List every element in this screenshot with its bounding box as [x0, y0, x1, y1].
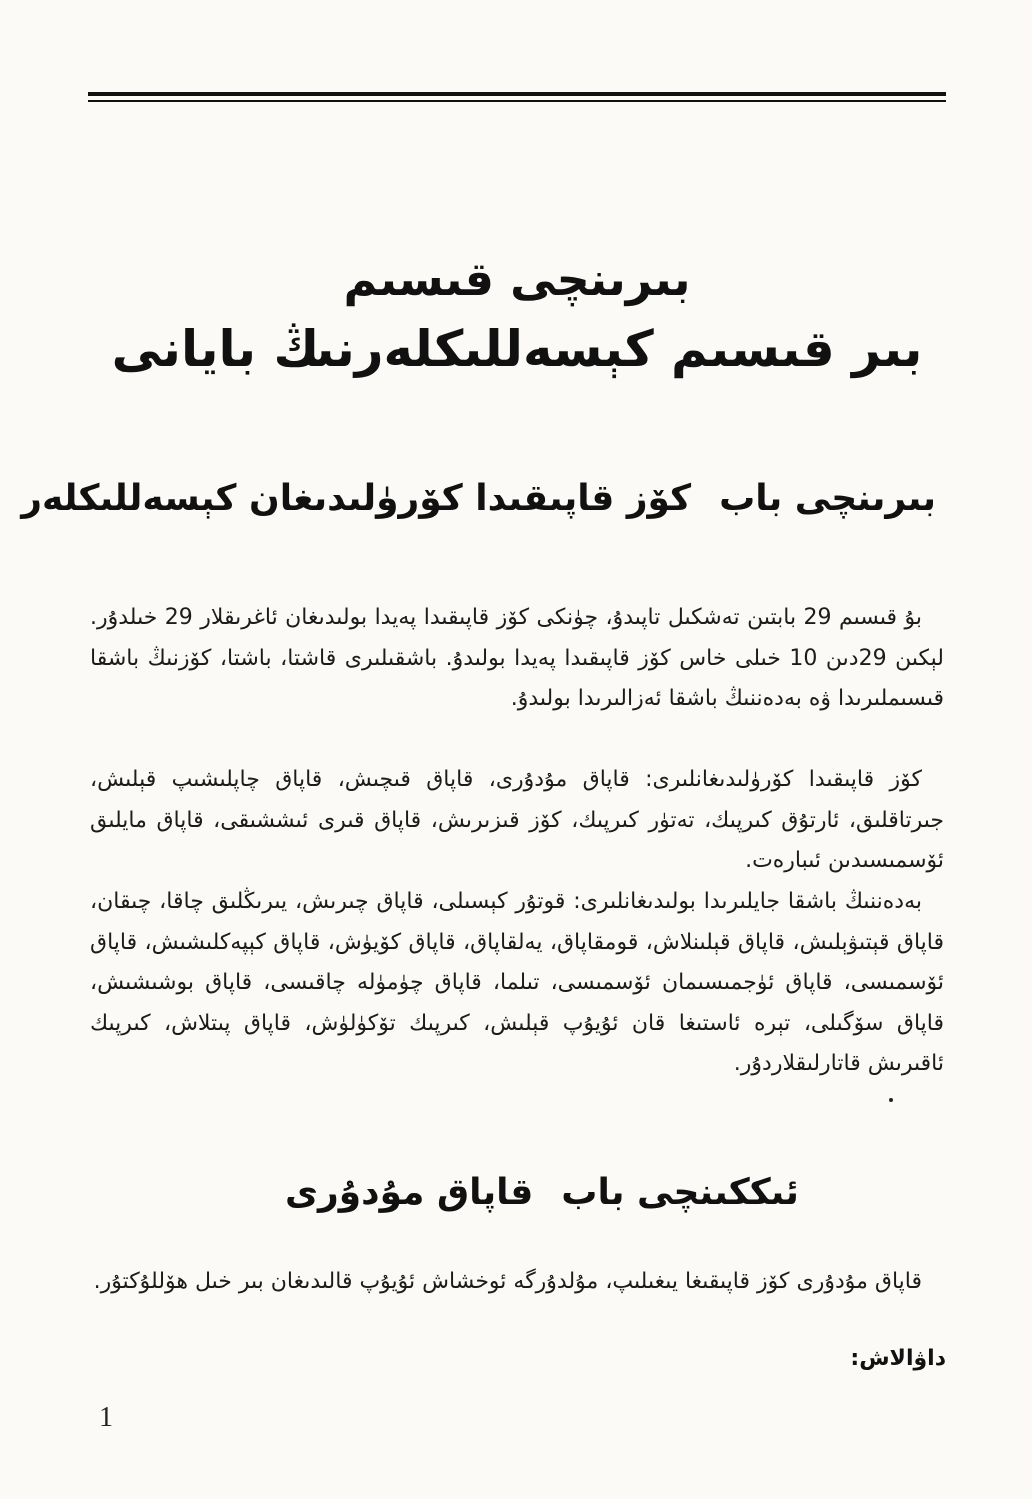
- paragraph-text: بۇ قىسىم 29 بابتىن تەشكىل تاپىدۇ، چۈنكى كۆز قاپىقىدا پەيدا بولىدىغان ئاغرىقلار 29 خىلدۇر. لېكىن 29دىن 10 خىلى خاس كۆز قاپىقىدا پەيدا بولىدۇ. باشقىلىرى قاشتا، باشتا، كۆزنىڭ باشقا قىسىملىرىدا ۋە بەدەننىڭ باشقا ئەزالىرىدا بولىدۇ.: [90, 605, 944, 711]
- chapter1-title: كۆز قاپىقىدا كۆرۈلىدىغان كېسەللىكلەر: [21, 478, 692, 519]
- page-number: 1: [99, 1402, 113, 1433]
- chapter2-heading: [285, 1172, 799, 1213]
- paragraph-other-diseases: [90, 882, 944, 1085]
- chapter2-title: قاپاق مۇدۇرى: [285, 1172, 534, 1213]
- paragraph-text: بەدەننىڭ باشقا جايلىرىدا بولىدىغانلىرى: قوتۇر كېسىلى، قاپاق چىرىش، يىرىڭلىق چاقا، چىقان، قاپاق قېتىۋېلىش، قاپاق قېلىنلاش، قومقاپاق، يەلقاپاق، قاپاق كۆيۈش، قاپاق كېپەكلىشىش، قاپاق ئۆسمىسى، قاپاق ئۈجمىسىمان ئۆسمىسى، تىلما، قاپاق چۈمۈلە چاقىسى، قاپاق بوشىشىش، قاپاق سۆگىلى، تېرە ئاستىغا قان ئۇيۇپ قېلىش، كىرپىك تۆكۈلۈش، قاپاق پىتلاش، كىرپىك ئاقىرىش قاتارلىقلاردۇر.: [90, 889, 944, 1076]
- part-title-line2: بىر قىسىم كېسەللىكلەرنىڭ بايانى: [111, 320, 923, 378]
- paragraph-eyelid-diseases: [90, 760, 944, 882]
- chapter1-heading: [21, 478, 936, 519]
- stray-dot: [889, 1098, 893, 1102]
- paragraph-intro: [90, 598, 944, 720]
- paragraph-chapter2-intro: [90, 1262, 944, 1303]
- header-rule-thin: [88, 100, 946, 102]
- paragraph-text: قاپاق مۇدۇرى كۆز قاپىقىغا يىغىلىپ، مۇلدۇرگە ئوخشاش ئۇيۇپ قالىدىغان بىر خىل ھۆللۇكتۇر.: [93, 1269, 922, 1294]
- chapter2-number: ئىككىنچى باب: [561, 1172, 799, 1213]
- treatment-label: داۋالاش:: [850, 1346, 946, 1371]
- paragraph-text: كۆز قاپىقىدا كۆرۈلىدىغانلىرى: قاپاق مۇدۇرى، قاپاق قىچىش، قاپاق چاپلىشىپ قېلىش، جىرتاقلىق، ئارتۇق كىرپىك، تەتۈر كىرپىك، كۆز قىزىرىش، قاپاق قىرى ئىششىقى، قاپاق مايلىق ئۆسمىسىدىن ئىبارەت.: [90, 767, 944, 873]
- chapter1-number: بىرىنچى باب: [719, 478, 936, 519]
- header-rule-thick: [88, 92, 946, 96]
- part-title-line1: بىرىنچى قىسىم: [343, 252, 691, 306]
